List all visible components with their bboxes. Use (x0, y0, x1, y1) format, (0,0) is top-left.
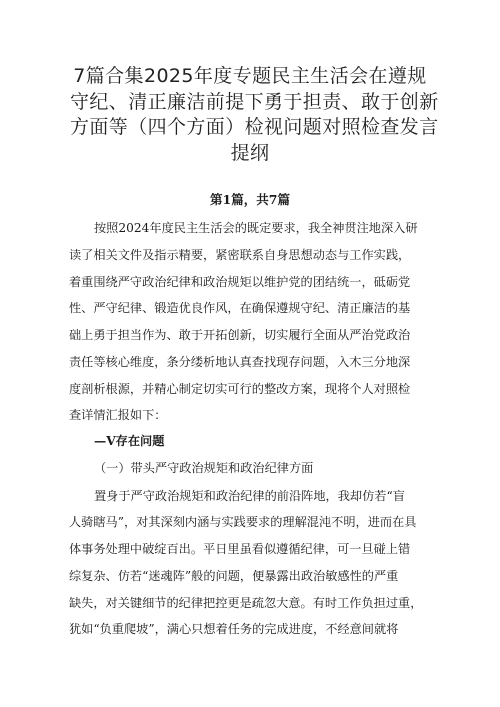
document-title (70, 64, 439, 166)
paragraph-line: 责任等核心维度，条分缕析地认真查找现存问题，入木三分地深 (69, 355, 411, 369)
section-label: 第1篇，共7篇 (210, 192, 290, 207)
paragraph-line: 础上勇于担当作为、敢于开拓创新，切实履行全面从严治党政治 (69, 328, 411, 342)
title-line: 方面等（四个方面）检视问题对照检查发言 (70, 116, 439, 138)
title-line: 提纲 (230, 141, 270, 164)
title-line: 守纪、清正廉洁前提下勇于担责、敢于创新 (70, 90, 439, 113)
paragraph-line: 读了相关文件及指示精要，紧密联系自身思想动态与工作实践， (69, 248, 411, 262)
paragraph-line: 着重围绕严守政治纪律和政治规矩以维护党的团结统一，砥砺党 (69, 275, 411, 289)
subsection-heading: （一）带头严守政治规矩和政治纪律方面 (94, 461, 314, 475)
paragraph-line: 置身于严守政治规矩和政治纪律的前沿阵地，我却仿若“盲 (94, 489, 405, 503)
paragraph-line: 度剖析根源，并精心制定切实可行的整改方案，现将个人对照检 (69, 382, 411, 396)
paragraph-line: 缺失，对关键细节的纪律把控更是疏忽大意。有时工作负担过重， (69, 596, 423, 610)
title-line: 7篇合集2025年度专题民主生活会在遵规 (73, 65, 427, 87)
paragraph-line: 性、严守纪律、锻造优良作风，在确保遵规守纪、清正廉洁的基 (69, 301, 411, 315)
paragraph-line: 人骑瞎马”，对其深刻内涵与实践要求的理解混沌不明，进而在具 (69, 515, 417, 529)
paragraph-line: 犹如“负重爬坡”，满心只想着任务的完成进度，不经意间就将 (69, 622, 399, 636)
paragraph-line: 查详情汇报如下： (69, 408, 167, 422)
section-heading: —V存在问题 (94, 434, 165, 448)
paragraph-line: 按照2024年度民主生活会的既定要求，我全神贯注地深入研 (94, 221, 418, 235)
paragraph-line: 综复杂、仿若“迷魂阵”般的问题，便暴露出政治敏感性的严重 (69, 569, 399, 583)
paragraph-line: 体事务处理中破绽百出。平日里虽看似遵循纪律，可一旦碰上错 (69, 542, 411, 556)
